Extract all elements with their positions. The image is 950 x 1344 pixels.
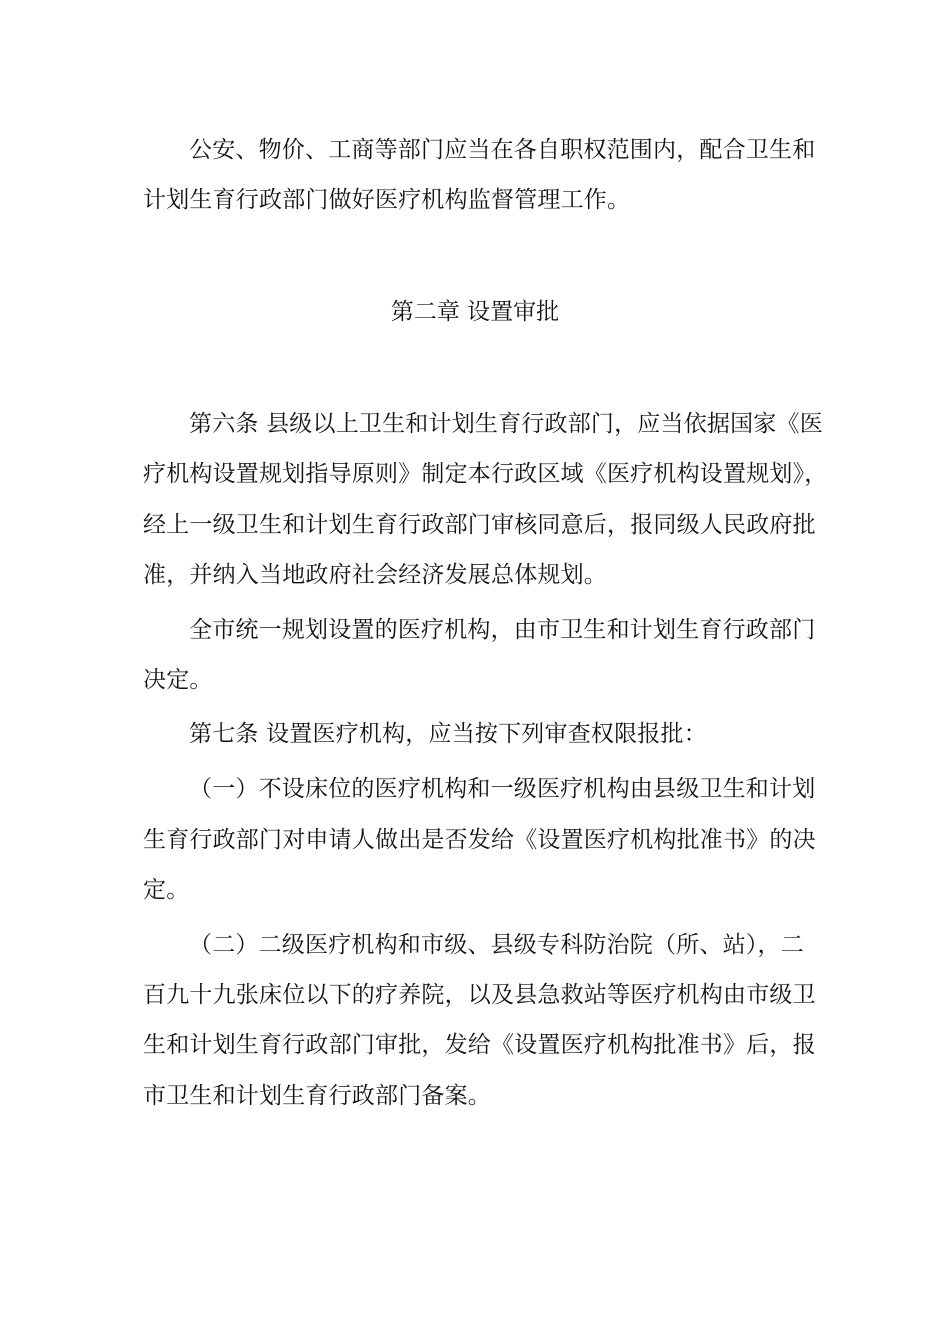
item-1-line: （一）不设床位的医疗机构和一级医疗机构由县级卫生和计划 bbox=[189, 776, 816, 802]
paragraph-line: 决定。 bbox=[143, 667, 213, 693]
article-7-line: 第七条 设置医疗机构，应当按下列审查权限报批： bbox=[189, 721, 707, 747]
article-6-line: 疗机构设置规划指导原则》制定本行政区域《医疗机构设置规划》， bbox=[143, 461, 828, 487]
item-2-line: （二）二级医疗机构和市级、县级专科防治院（所、站），二 bbox=[189, 932, 804, 958]
article-6-line: 经上一级卫生和计划生育行政部门审核同意后，报同级人民政府批 bbox=[143, 512, 816, 538]
item-1-line: 定。 bbox=[143, 877, 190, 903]
article-6-line: 准，并纳入当地政府社会经济发展总体规划。 bbox=[143, 562, 607, 588]
item-2-line: 生和计划生育行政部门审批，发给《设置医疗机构批准书》后，报 bbox=[143, 1032, 816, 1058]
chapter-heading: 第二章 设置审批 bbox=[390, 299, 560, 325]
item-1-line: 生育行政部门对申请人做出是否发给《设置医疗机构批准书》的决 bbox=[143, 827, 816, 853]
paragraph-line: 计划生育行政部门做好医疗机构监督管理工作。 bbox=[143, 187, 631, 213]
paragraph-line: 全市统一规划设置的医疗机构，由市卫生和计划生育行政部门 bbox=[189, 617, 816, 643]
item-2-line: 百九十九张床位以下的疗养院，以及县急救站等医疗机构由市级卫 bbox=[143, 982, 816, 1008]
article-6-line: 第六条 县级以上卫生和计划生育行政部门，应当依据国家《医 bbox=[189, 411, 823, 437]
item-2-line: 市卫生和计划生育行政部门备案。 bbox=[143, 1083, 491, 1109]
paragraph-line: 公安、物价、工商等部门应当在各自职权范围内，配合卫生和 bbox=[189, 137, 816, 163]
